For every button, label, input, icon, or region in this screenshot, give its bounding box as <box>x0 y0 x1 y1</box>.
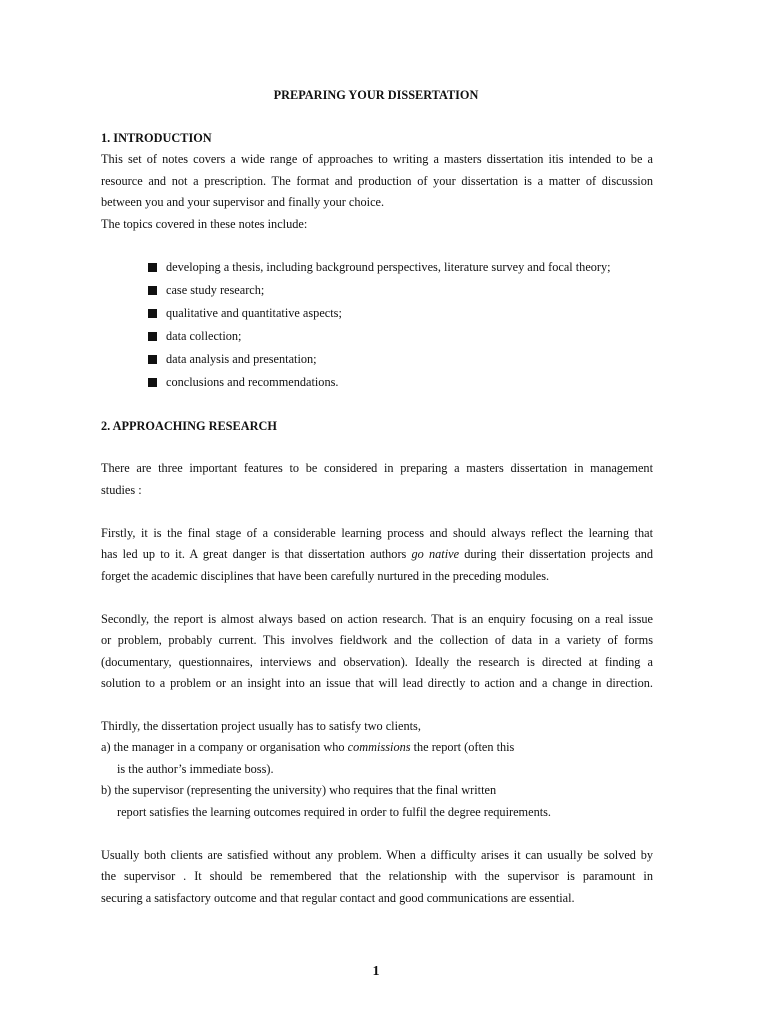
emphasis-go-native: go native <box>411 547 460 561</box>
para1-line-1: There are three important features to be considered in preparing a masters dissertation in management <box>101 461 653 475</box>
para4-item-a: a) the manager in a company or organisation who commissions the report (often this <box>101 740 515 754</box>
section-heading-approaching-research: 2. APPROACHING RESEARCH <box>101 419 277 433</box>
intro-line-1: This set of notes covers a wide range of approaches to writing a masters dissertation itis intended to be a <box>101 152 653 166</box>
para4-item-a-continued: is the author’s immediate boss). <box>117 762 274 776</box>
para1-line-2: studies : <box>101 483 142 497</box>
para2-line-1: Firstly, it is the final stage of a considerable learning process and should always reflect the learning that <box>101 526 653 540</box>
page-number: 1 <box>372 964 380 979</box>
bullet-item: developing a thesis, including background perspectives, literature survey and focal theory; <box>148 259 611 275</box>
bullet-item: conclusions and recommendations. <box>148 374 338 390</box>
square-bullet-icon <box>148 286 157 295</box>
para3-line-2: or problem, probably current. This involves fieldwork and the collection of data in a variety of forms <box>101 633 653 647</box>
bullet-item: case study research; <box>148 282 264 298</box>
intro-line-3: between you and your supervisor and finally your choice. <box>101 195 385 209</box>
para2-line-2: has led up to it. A great danger is that dissertation authors go native during their dissertation projects and <box>101 547 653 561</box>
square-bullet-icon <box>148 263 157 272</box>
para3-line-4: solution to a problem or an insight into an issue that will lead directly to action and a change in direction. <box>101 676 653 690</box>
para4-line-1: Thirdly, the dissertation project usually has to satisfy two clients, <box>101 719 421 733</box>
para4-item-b: b) the supervisor (representing the university) who requires that the final written <box>101 783 497 797</box>
para5-line-1: Usually both clients are satisfied without any problem. When a difficulty arises it can usually be solved by <box>101 848 653 862</box>
square-bullet-icon <box>148 332 157 341</box>
para5-line-3: securing a satisfactory outcome and that regular contact and good communications are essential. <box>101 891 575 905</box>
para3-line-3: (documentary, questionnaires, interviews and observation). Ideally the research is directed at finding a <box>101 655 653 669</box>
emphasis-commissions: commissions <box>347 740 411 754</box>
para5-line-2: the supervisor . It should be remembered that the relationship with the supervisor is paramount in <box>101 869 653 883</box>
bullet-item: data analysis and presentation; <box>148 351 317 367</box>
para3-line-1: Secondly, the report is almost always based on action research. That is an enquiry focusing on a real issue <box>101 612 653 626</box>
intro-line-2: resource and not a prescription. The format and production of your dissertation is a matter of discussion <box>101 174 653 188</box>
para4-item-b-continued: report satisfies the learning outcomes required in order to fulfil the degree requirements. <box>117 805 551 819</box>
square-bullet-icon <box>148 309 157 318</box>
section-heading-introduction: 1. INTRODUCTION <box>101 131 212 145</box>
document-title: PREPARING YOUR DISSERTATION <box>273 88 479 102</box>
bullet-item: qualitative and quantitative aspects; <box>148 305 342 321</box>
intro-line-4: The topics covered in these notes include: <box>101 217 308 231</box>
para2-line-3: forget the academic disciplines that have been carefully nurtured in the preceding modules. <box>101 569 550 583</box>
bullet-item: data collection; <box>148 328 241 344</box>
square-bullet-icon <box>148 378 157 387</box>
square-bullet-icon <box>148 355 157 364</box>
